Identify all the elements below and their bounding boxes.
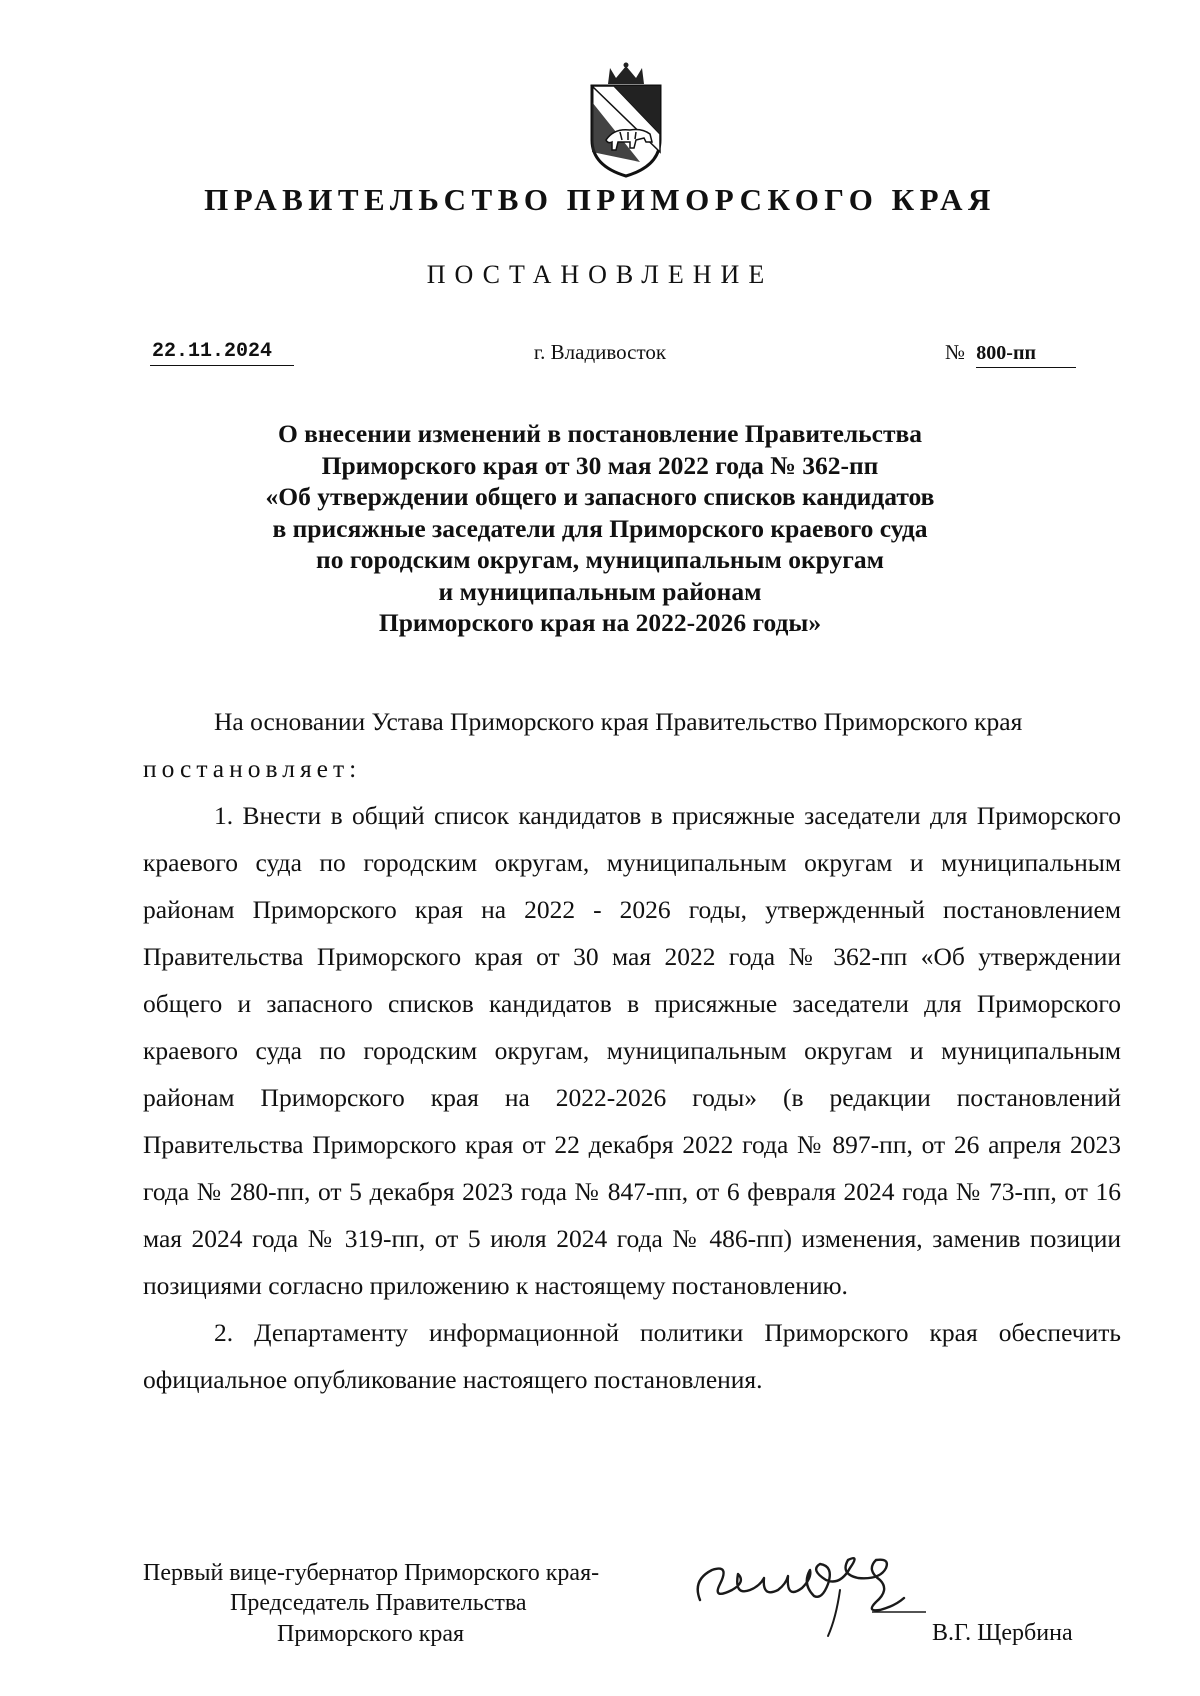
preamble-paragraph: На основании Устава Приморского края Правительство Приморского края bbox=[214, 707, 1023, 736]
position-line: Приморского края bbox=[277, 1621, 465, 1647]
document-date: 22.11.2024 bbox=[150, 340, 294, 366]
number-label: № bbox=[945, 340, 966, 364]
number-value: 800-пп bbox=[976, 342, 1076, 368]
document-type: ПОСТАНОВЛЕНИЕ bbox=[426, 260, 774, 289]
subject-line: и муниципальным районам bbox=[438, 576, 762, 606]
subject-line: Приморского края на 2022-2026 годы» bbox=[378, 608, 822, 637]
subject-line: «Об утверждении общего и запасного списков кандидатов bbox=[265, 482, 935, 511]
document-number bbox=[945, 340, 1076, 368]
organization-title: ПРАВИТЕЛЬСТВО ПРИМОРСКОГО КРАЯ bbox=[204, 182, 996, 217]
coat-of-arms-icon bbox=[580, 62, 672, 180]
subject-line: О внесении изменений в постановление Правительства bbox=[277, 419, 923, 448]
document-body bbox=[143, 698, 1121, 1403]
document-subject bbox=[150, 418, 1050, 639]
document-city: г. Владивосток bbox=[533, 340, 667, 364]
position-line: Первый вице-губернатор Приморского края- bbox=[143, 1560, 600, 1586]
subject-line: Приморского края от 30 мая 2022 года № 362-пп bbox=[321, 450, 879, 480]
document-meta bbox=[0, 340, 1200, 380]
signatory-name: В.Г. Щербина bbox=[932, 1620, 1073, 1646]
subject-line: в присяжные заседатели для Приморского краевого суда bbox=[272, 513, 928, 543]
item-2-paragraph: 2. Департаменту информационной политики Приморского края обеспечить официальное опубликование настоящего постановления. bbox=[143, 1318, 1121, 1394]
resolves-word: постановляет: bbox=[143, 754, 362, 783]
item-1-paragraph: 1. Внести в общий список кандидатов в присяжные заседатели для Приморского краевого суда по городским округам, муниципальным округам и муниципальным районам Приморского края на 2022 - 2026 годы, утвержденный постановлением Правительства Приморского края от 30 мая 2022 года № 362-пп «Об утверждении общего и запасного списков кандидатов в присяжные заседатели для Приморского краевого суда по городским округам, муниципальным округам и муниципальным районам Приморского края на 2022-2026 годы» (в редакции постановлений Правительства Приморского края от 22 декабря 2022 года № 897-пп, от 26 апреля 2023 года № 280-пп, от 5 декабря 2023 года № 847-пп, от 6 февраля 2024 года № 73-пп, от 16 мая 2024 года № 319-пп, от 5 июля 2024 года № 486-пп) изменения, заменив позиции позициями согласно приложению к настоящему постановлению. bbox=[143, 801, 1121, 1300]
handwritten-signature-icon bbox=[690, 1540, 950, 1650]
subject-line: по городским округам, муниципальным округам bbox=[316, 545, 884, 574]
position-line: Председатель Правительства bbox=[230, 1590, 527, 1616]
